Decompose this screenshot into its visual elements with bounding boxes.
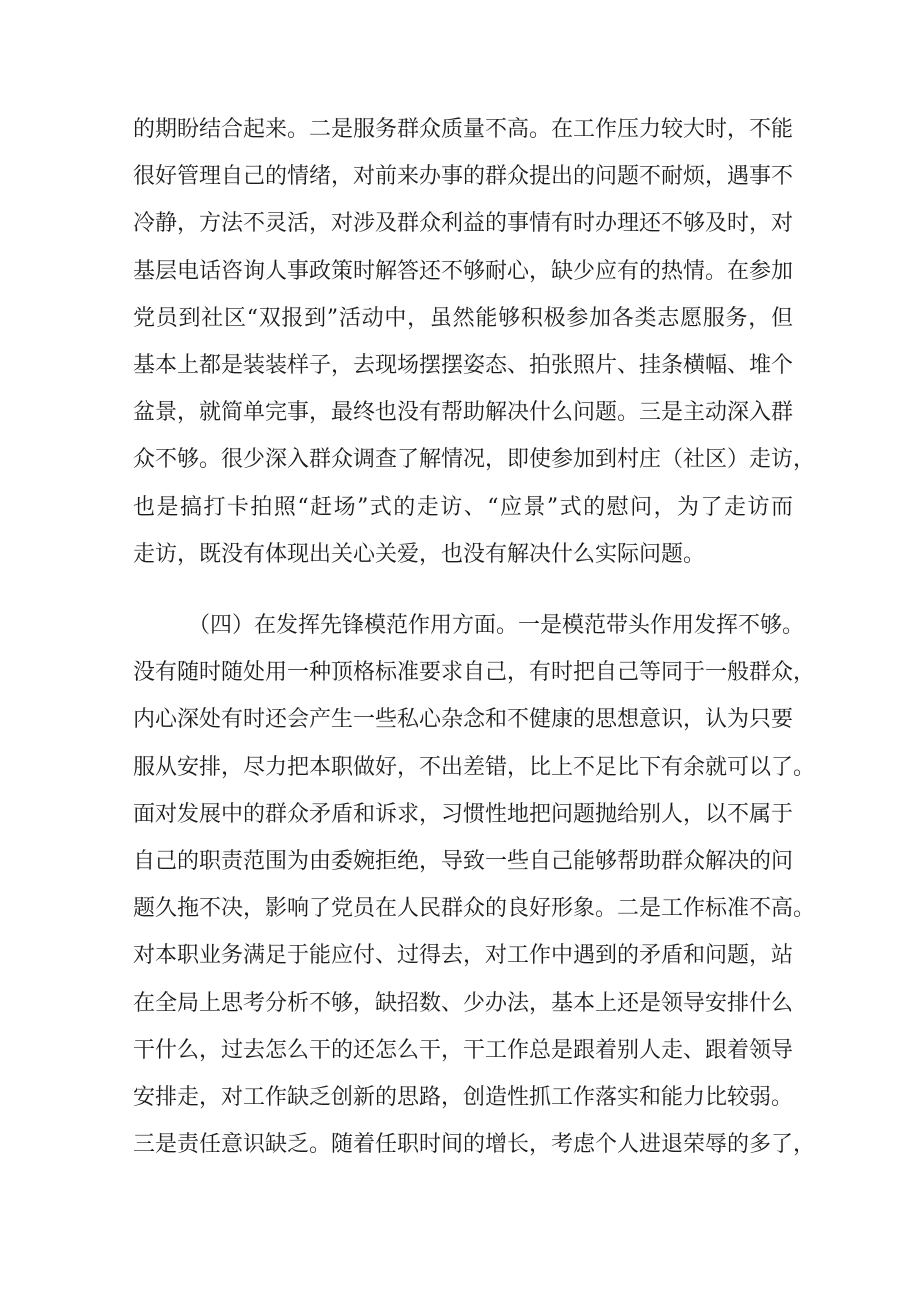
- text-line: 内心深处有时还会产生一些私心杂念和不健康的思想意识，认为只要: [133, 707, 794, 733]
- paragraph-section-four: [133, 602, 816, 1168]
- text-line: 的期盼结合起来。二是服务群众质量不高。在工作压力较大时，不能: [133, 117, 794, 142]
- text-line: 很好管理自己的情绪，对前来办事的群众提出的问题不耐烦，遇事不: [133, 164, 794, 190]
- text-line: 没有随时随处用一种顶格标准要求自己，有时把自己等同于一般群众，: [133, 660, 816, 686]
- text-line: 也是搞打卡拍照“赶场”式的走访、“应景”式的慰问，为了走访而: [133, 494, 793, 520]
- text-line: 对本职业务满足于能应付、过得去，对工作中遇到的矛盾和问题，站: [133, 943, 794, 969]
- text-line: 走访，既没有体现出关心关爱，也没有解决什么实际问题。: [133, 541, 706, 567]
- text-line: 冷静，方法不灵活，对涉及群众利益的事情有时办理还不够及时，对: [133, 211, 794, 237]
- text-line: 众不够。很少深入群众调查了解情况，即使参加到村庄（社区）走访，: [133, 447, 816, 473]
- text-line: 服从安排，尽力把本职做好，不出差错，比上不足比下有余就可以了。: [133, 754, 816, 780]
- text-line: 基本上都是装装样子，去现场摆摆姿态、拍张照片、挂条横幅、堆个: [133, 352, 794, 378]
- text-line: 题久拖不决，影响了党员在人民群众的良好形象。二是工作标准不高。: [133, 896, 816, 922]
- text-line: 基层电话咨询人事政策时解答还不够耐心，缺少应有的热情。在参加: [133, 258, 794, 284]
- text-line: 安排走，对工作缺乏创新的思路，创造性抓工作落实和能力比较弱。: [133, 1084, 794, 1110]
- text-line: 三是责任意识缺乏。随着任职时间的增长，考虑个人进退荣辱的多了，: [133, 1132, 816, 1158]
- section-heading-line: （四）在发挥先锋模范作用方面。一是模范带头作用发挥不够。: [188, 613, 805, 638]
- text-line: 自己的职责范围为由委婉拒绝，导致一些自己能够帮助群众解决的问: [133, 848, 794, 874]
- text-line: 党员到社区“双报到”活动中，虽然能够积极参加各类志愿服务，但: [133, 305, 793, 331]
- text-line: 面对发展中的群众矛盾和诉求，习惯性地把问题抛给别人，以不属于: [133, 801, 794, 827]
- paragraph-service-quality: [133, 106, 816, 578]
- text-line: 干什么，过去怎么干的还怎么干，干工作总是跟着别人走、跟着领导: [133, 1037, 794, 1063]
- text-line: 盆景，就简单完事，最终也没有帮助解决什么问题。三是主动深入群: [133, 400, 794, 426]
- text-line: 在全局上思考分析不够，缺招数、少办法，基本上还是领导安排什么: [133, 990, 794, 1016]
